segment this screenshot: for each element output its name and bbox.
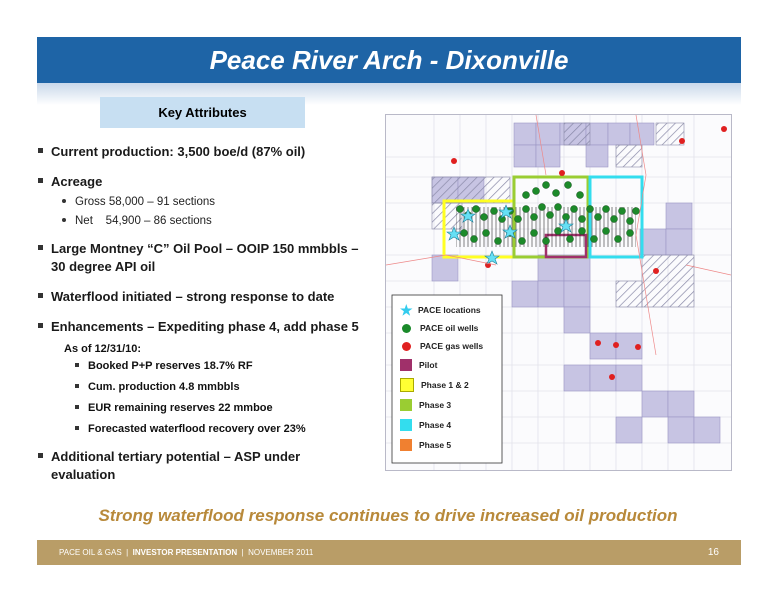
bullet-square-icon: [38, 178, 43, 183]
footer-company: PACE OIL & GAS: [59, 548, 122, 557]
dixonville-map: [385, 114, 732, 471]
sub-bullet-forecast: [75, 423, 306, 435]
bullet-square-icon: [38, 148, 43, 153]
footer-text: [59, 548, 313, 557]
legend-item-phase-3: [400, 395, 483, 415]
sub-bullet-net: [62, 215, 212, 227]
as-of-label: As of 12/31/10:: [64, 343, 142, 355]
cum-production-text: Cum. production 4.8 mmbbls: [88, 381, 240, 393]
legend-label: PACE oil wells: [420, 323, 479, 333]
phase-5-swatch: [400, 439, 412, 451]
bullet-square-icon: [75, 426, 79, 430]
legend-item-oil-wells: [400, 319, 483, 337]
bullet-tertiary-line1: Additional tertiary potential – ASP under: [51, 449, 301, 464]
key-attributes-box: Key Attributes: [100, 97, 305, 128]
footer-date: NOVEMBER 2011: [248, 548, 314, 557]
bullet-enhancements: [38, 319, 359, 334]
bullet-square-icon: [75, 405, 79, 409]
green-dot-icon: [402, 324, 411, 333]
bullet-waterflood-text: Waterflood initiated – strong response to date: [51, 289, 335, 304]
legend-label: Phase 1 & 2: [421, 380, 469, 390]
sub-bullet-eur: [75, 402, 273, 414]
title-bar: [37, 37, 741, 83]
eur-text: EUR remaining reserves 22 mmboe: [88, 402, 273, 414]
legend-label: Phase 3: [419, 400, 452, 410]
acreage-net-text: Net 54,900 – 86 sections: [75, 215, 212, 227]
legend-label: Phase 4: [419, 420, 452, 430]
footer-presentation: INVESTOR PRESENTATION: [132, 548, 238, 557]
bullet-production: [38, 144, 305, 159]
bullet-square-icon: [38, 245, 43, 250]
legend-entries: [400, 301, 483, 455]
red-dot-icon: [402, 342, 411, 351]
legend-item-phase-5: [400, 435, 483, 455]
reserves-text: Booked P+P reserves 18.7% RF: [88, 360, 253, 372]
slide-title: Peace River Arch - Dixonville: [209, 45, 569, 75]
legend-item-locations: [400, 301, 483, 319]
bullet-enhancements-text: Enhancements – Expediting phase 4, add phase 5: [51, 319, 359, 334]
legend-label: Pilot: [419, 360, 438, 370]
phase-3-swatch: [400, 399, 412, 411]
bullet-square-icon: [38, 293, 43, 298]
bullet-montney-line2: 30 degree API oil: [51, 259, 156, 274]
legend-label: Phase 5: [419, 440, 452, 450]
sub-bullet-cum-production: [75, 381, 240, 393]
bullet-square-icon: [38, 323, 43, 328]
bullet-acreage: [38, 174, 102, 189]
legend-label: PACE gas wells: [420, 341, 484, 351]
bullet-square-icon: [75, 384, 79, 388]
legend-item-phase-4: [400, 415, 483, 435]
bullet-dot-icon: [62, 218, 66, 222]
tagline: Strong waterflood response continues to drive increased oil production: [98, 506, 678, 525]
footer-separator: |: [126, 548, 129, 557]
sub-bullet-reserves: [75, 360, 253, 372]
star-icon: ★: [400, 301, 413, 318]
legend-label: PACE locations: [418, 305, 481, 315]
legend-item-phase-1-2: [400, 375, 483, 395]
bullet-acreage-text: Acreage: [51, 174, 103, 189]
bullet-montney: [38, 241, 359, 256]
sub-bullet-gross: [62, 196, 215, 208]
bullet-square-icon: [75, 363, 79, 367]
bullet-waterflood: [38, 289, 334, 304]
legend-item-gas-wells: [400, 337, 483, 355]
bullet-montney-line1: Large Montney “C” Oil Pool – OOIP 150 mmbbls –: [51, 241, 359, 256]
phase-4-swatch: [400, 419, 412, 431]
phase-1-2-swatch: [400, 378, 414, 392]
pilot-swatch: [400, 359, 412, 371]
bullet-square-icon: [38, 453, 43, 458]
bullet-dot-icon: [62, 199, 66, 203]
forecast-text: Forecasted waterflood recovery over 23%: [88, 423, 306, 435]
bullet-tertiary: [38, 449, 300, 464]
footer-separator: |: [241, 548, 244, 557]
page-number: 16: [707, 547, 719, 558]
legend-item-pilot: [400, 355, 483, 375]
bullet-tertiary-line2: evaluation: [51, 467, 116, 482]
acreage-gross-text: Gross 58,000 – 91 sections: [75, 196, 215, 208]
bullet-production-text: Current production: 3,500 boe/d (87% oil): [51, 144, 306, 159]
footer-bar: [37, 540, 741, 565]
